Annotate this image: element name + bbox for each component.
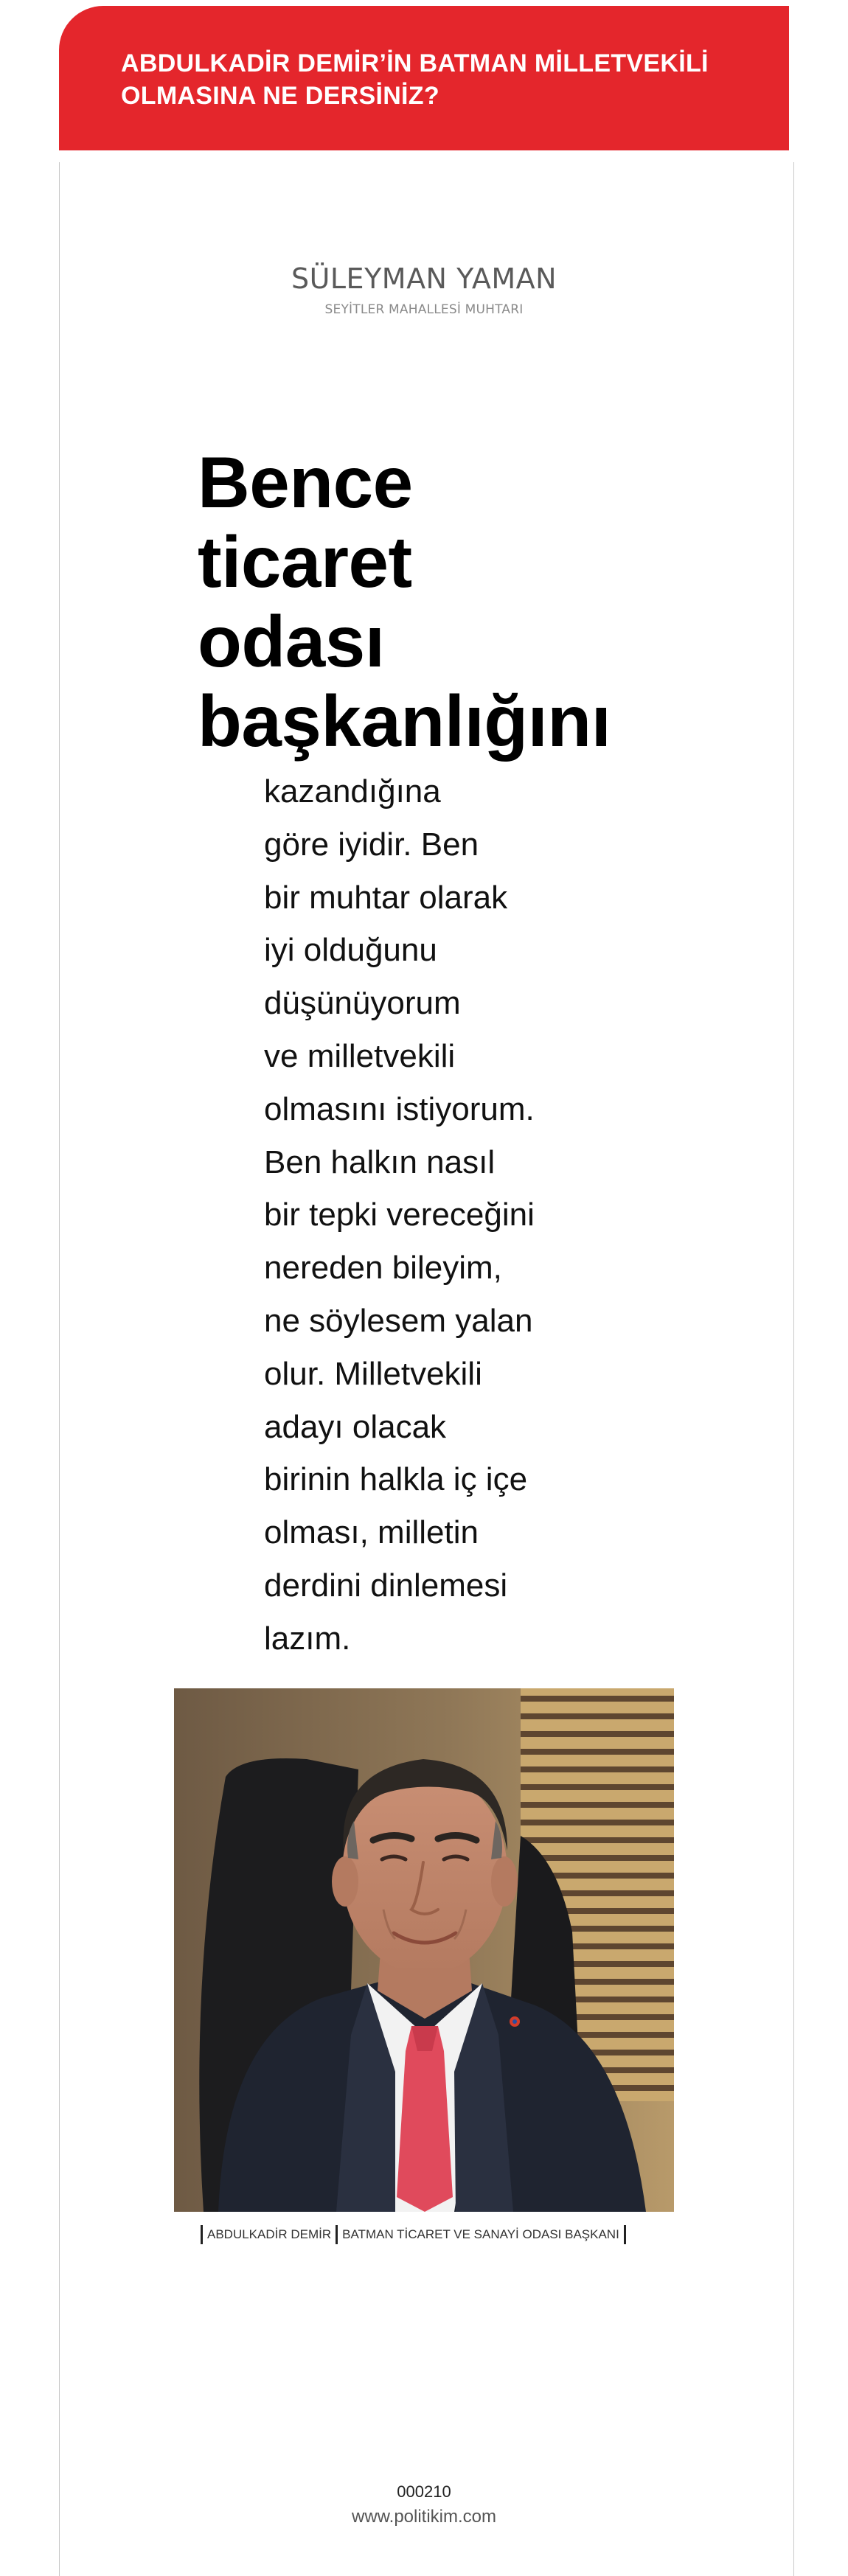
quote-line: kazandığına bbox=[264, 773, 441, 810]
quote-line: lazım. bbox=[264, 1620, 351, 1657]
quote-line: olmasını istiyorum. bbox=[264, 1090, 535, 1127]
author-block bbox=[0, 262, 848, 317]
header-banner bbox=[59, 6, 789, 150]
quote-line: bir muhtar olarak bbox=[264, 879, 508, 916]
portrait-photo bbox=[174, 1688, 674, 2212]
author-role: SEYİTLER MAHALLESİ MUHTARI bbox=[324, 302, 524, 317]
frame-left-border bbox=[59, 162, 60, 2576]
caption-divider bbox=[201, 2225, 203, 2244]
headline-line: ticaret bbox=[198, 521, 412, 602]
headline bbox=[198, 442, 714, 761]
author-name: SÜLEYMAN YAMAN bbox=[291, 262, 557, 295]
caption-name: ABDULKADİR DEMİR bbox=[207, 2227, 332, 2241]
quote-line: adayı olacak bbox=[264, 1408, 447, 1445]
quote-line: ne söylesem yalan bbox=[264, 1302, 533, 1339]
caption-divider bbox=[336, 2225, 338, 2244]
quote-line: iyi olduğunu bbox=[264, 932, 437, 969]
quote-line: Ben halkın nasıl bbox=[264, 1143, 496, 1180]
footer-url-link[interactable]: www.politikim.com bbox=[351, 2507, 497, 2527]
footer bbox=[0, 2482, 848, 2529]
header-title: ABDULKADİR DEMİR’İN BATMAN MİLLETVEKİLİ OLMASINA NE DERSİNİZ? bbox=[121, 49, 709, 110]
quote-line: derdini dinlemesi bbox=[264, 1567, 508, 1604]
headline-line: Bence bbox=[198, 442, 413, 523]
quote-line: göre iyidir. Ben bbox=[264, 826, 479, 863]
headline-line: başkanlığını bbox=[198, 680, 611, 762]
headline-line: odası bbox=[198, 601, 385, 682]
quote-line: bir tepki vereceğini bbox=[264, 1197, 535, 1233]
caption-title: BATMAN TİCARET VE SANAYİ ODASI BAŞKANI bbox=[342, 2227, 619, 2241]
quote-line: düşünüyorum bbox=[264, 985, 461, 1022]
quote-line: birinin halkla iç içe bbox=[264, 1461, 528, 1498]
footer-code: 000210 bbox=[397, 2482, 451, 2501]
photo-caption bbox=[196, 2224, 668, 2246]
portrait-illustration bbox=[174, 1688, 674, 2212]
caption-divider bbox=[624, 2225, 626, 2244]
quote-line: olur. Milletvekili bbox=[264, 1355, 482, 1392]
quote-line: ve milletvekili bbox=[264, 1037, 456, 1074]
quote-line: nereden bileyim, bbox=[264, 1250, 502, 1287]
quote-body bbox=[264, 765, 647, 1665]
quote-line: olması, milletin bbox=[264, 1514, 479, 1551]
frame-right-border bbox=[793, 162, 794, 2576]
